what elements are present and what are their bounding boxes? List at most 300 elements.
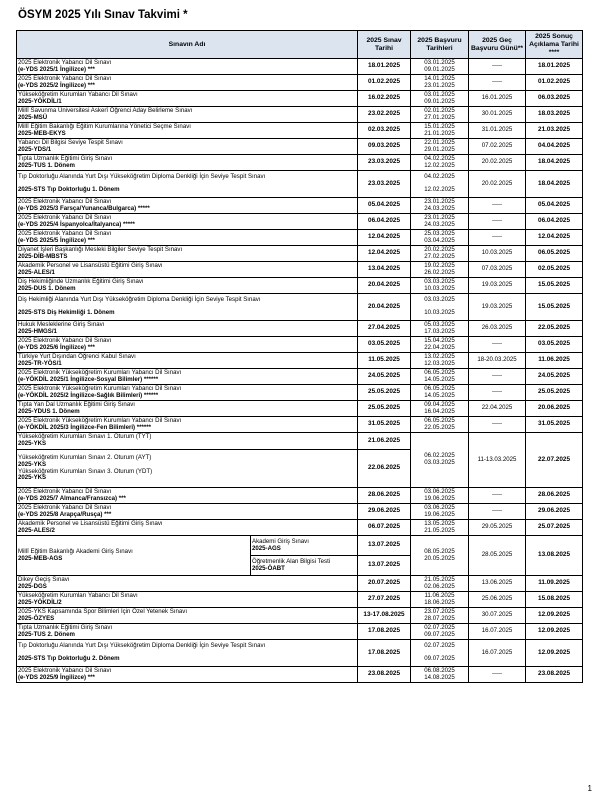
exam-code: 2025-ALES/1 xyxy=(18,268,55,276)
application-dates-cell xyxy=(411,139,469,155)
exam-name-cell xyxy=(17,230,358,246)
exam-code: (e-YDS 2025/5 İngilizce) *** xyxy=(18,236,95,244)
table-row xyxy=(17,369,583,385)
exam-date-cell: 13.04.2025 xyxy=(358,262,411,278)
application-dates-cell xyxy=(411,520,469,536)
exam-full-name: Millî Savunma Üniversitesi Askerî Öğrenci Aday Belirleme Sınavı xyxy=(18,106,193,114)
exam-date-cell: 12.04.2025 xyxy=(358,230,411,246)
exam-full-name: Millî Eğitim Bakanlığı Eğitim Kurumlarına Yönetici Seçme Sınavı xyxy=(18,122,191,130)
exam-code: 2025-YÖKDİL/1 xyxy=(18,97,62,105)
table-row xyxy=(17,488,583,504)
application-start-date: 03.01.2025 xyxy=(424,90,455,98)
exam-code: 2025-STS Diş Hekimliği 1. Dönem xyxy=(18,309,115,316)
exam-name-cell xyxy=(17,520,358,536)
table-row xyxy=(17,520,583,536)
late-application-cell: 11-13.03.2025 xyxy=(469,433,526,488)
table-row xyxy=(17,262,583,278)
exam-full-name: 2025 Elektronik Yabancı Dil Sınavı xyxy=(18,666,112,674)
exam-date-cell: 27.07.2025 xyxy=(358,592,411,608)
table-row xyxy=(17,139,583,155)
exam-code: (e-YDS 2025/9 İngilizce) *** xyxy=(18,673,95,681)
exam-full-name: 2025 Elektronik Yükseköğretim Kurumları Yabancı Dil Sınavı xyxy=(18,384,182,392)
application-dates-cell xyxy=(411,353,469,369)
exam-full-name: 2025 Elektronik Yabancı Dil Sınavı xyxy=(18,487,112,495)
table-row xyxy=(17,640,583,667)
table-row xyxy=(17,353,583,369)
exam-code: (e-YDS 2025/2 İngilizce) *** xyxy=(18,81,95,89)
application-dates-cell xyxy=(411,536,469,576)
table-row xyxy=(17,337,583,353)
exam-full-name: 2025 Elektronik Yabancı Dil Sınavı xyxy=(18,213,112,221)
application-start-date: 03.01.2025 xyxy=(424,58,455,66)
application-end-date: 12.02.2025 xyxy=(424,186,455,193)
result-date-cell: 15.05.2025 xyxy=(526,294,583,321)
late-application-cell: 13.06.2025 xyxy=(469,576,526,592)
exam-full-name: Yükseköğretim Kurumları Sınavı 1. Oturum (TYT) xyxy=(18,433,152,441)
exam-code: 2025-DUS 1. Dönem xyxy=(18,284,76,292)
exam-date-cell: 28.06.2025 xyxy=(358,488,411,504)
session-name: Akademi Giriş Sınavı xyxy=(252,537,309,545)
application-dates-cell xyxy=(411,278,469,294)
exam-code: 2025-MSÜ xyxy=(18,113,48,121)
late-application-cell: ----- xyxy=(469,59,526,75)
exam-date-cell: 02.03.2025 xyxy=(358,123,411,139)
result-date-cell: 21.03.2025 xyxy=(526,123,583,139)
application-start-date: 14.01.2025 xyxy=(424,74,455,82)
exam-full-name: Yükseköğretim Kurumları Yabancı Dil Sınavı xyxy=(18,591,138,599)
application-start-date: 06.02.2025 xyxy=(424,452,455,460)
table-row xyxy=(17,91,583,107)
application-start-date: 06.08.2025 xyxy=(424,666,455,674)
late-application-cell: ----- xyxy=(469,504,526,520)
application-end-date: 14.05.2025 xyxy=(424,375,455,383)
exam-code: 2025-YDS/1 xyxy=(18,145,52,153)
table-row xyxy=(17,59,583,75)
exam-full-name: Yükseköğretim Kurumları Sınavı 3. Oturum (YDT) xyxy=(18,467,153,475)
late-application-cell: ----- xyxy=(469,230,526,246)
exam-code: (e-YÖKDİL 2025/2 İngilizce-Sağlık Bilimleri) ****** xyxy=(18,391,159,399)
exam-name-cell xyxy=(17,640,358,667)
late-application-cell: 16.07.2025 xyxy=(469,624,526,640)
exam-full-name: 2025 Elektronik Yabancı Dil Sınavı xyxy=(18,197,112,205)
application-end-date: 16.04.2025 xyxy=(424,407,455,415)
application-dates-cell xyxy=(411,214,469,230)
exam-date-cell: 31.05.2025 xyxy=(358,417,411,433)
header-exam-name: Sınavın Adı xyxy=(17,31,358,59)
application-end-date: 10.03.2025 xyxy=(424,309,455,316)
exam-name-cell xyxy=(17,198,358,214)
table-row xyxy=(17,278,583,294)
late-application-cell: 28.05.2025 xyxy=(469,536,526,576)
table-row xyxy=(17,624,583,640)
exam-date-cell: 23.08.2025 xyxy=(358,667,411,683)
late-application-cell: ----- xyxy=(469,337,526,353)
session-code: 2025-ÖABT xyxy=(252,564,285,572)
application-dates-cell xyxy=(411,417,469,433)
application-dates-cell xyxy=(411,246,469,262)
application-dates-cell xyxy=(411,576,469,592)
late-application-cell: 18-20.03.2025 xyxy=(469,353,526,369)
application-dates-cell xyxy=(411,608,469,624)
application-end-date: 14.05.2025 xyxy=(424,391,455,399)
exam-code: (e-YDS 2025/7 Almanca/Fransızca) *** xyxy=(18,494,126,502)
header-application-dates: 2025 Başvuru Tarihleri xyxy=(411,31,469,59)
application-end-date: 27.01.2025 xyxy=(424,113,455,121)
application-start-date: 03.06.2025 xyxy=(424,503,455,511)
exam-full-name: Tıpta Uzmanlık Eğitimi Giriş Sınavı xyxy=(18,154,113,162)
exam-date-cell: 25.05.2025 xyxy=(358,385,411,401)
late-application-cell: 16.07.2025 xyxy=(469,640,526,667)
table-row xyxy=(17,198,583,214)
table-row xyxy=(17,433,583,450)
late-application-cell: ----- xyxy=(469,488,526,504)
exam-name-cell xyxy=(17,75,358,91)
result-date-cell: 29.06.2025 xyxy=(526,504,583,520)
exam-name-cell xyxy=(17,155,358,171)
exam-code: 2025-MEB-AGS xyxy=(18,554,63,562)
exam-full-name: 2025 Elektronik Yükseköğretim Kurumları Yabancı Dil Sınavı xyxy=(18,368,182,376)
exam-date-cell: 21.06.2025 xyxy=(358,433,411,450)
application-end-date: 12.02.2025 xyxy=(424,161,455,169)
application-start-date: 19.02.2025 xyxy=(424,261,455,269)
application-start-date: 02.07.2025 xyxy=(424,623,455,631)
exam-date-cell: 22.06.2025 xyxy=(358,450,411,488)
exam-name-cell xyxy=(17,369,358,385)
result-date-cell: 22.05.2025 xyxy=(526,321,583,337)
application-end-date: 03.03.2025 xyxy=(424,459,455,466)
exam-date-cell: 17.08.2025 xyxy=(358,640,411,667)
exam-name-cell xyxy=(17,576,358,592)
late-application-cell: 20.02.2025 xyxy=(469,155,526,171)
exam-name-cell xyxy=(17,139,358,155)
application-dates-cell xyxy=(411,401,469,417)
result-date-cell: 11.09.2025 xyxy=(526,576,583,592)
application-end-date: 20.05.2025 xyxy=(424,554,455,562)
application-dates-cell xyxy=(411,59,469,75)
exam-full-name: Türkiye Yurt Dışından Öğrenci Kabul Sınavı xyxy=(18,352,136,360)
table-row xyxy=(17,75,583,91)
exam-date-cell: 20.04.2025 xyxy=(358,294,411,321)
session-code: 2025-AGS xyxy=(252,544,281,552)
late-application-cell: ----- xyxy=(469,667,526,683)
application-start-date: 25.03.2025 xyxy=(424,229,455,237)
result-date-cell: 25.07.2025 xyxy=(526,520,583,536)
result-date-cell: 01.02.2025 xyxy=(526,75,583,91)
exam-date-cell: 23.02.2025 xyxy=(358,107,411,123)
late-application-cell: 07.03.2025 xyxy=(469,262,526,278)
exam-code: 2025-ÖZYES xyxy=(18,614,55,622)
application-start-date: 21.05.2025 xyxy=(424,575,455,583)
exam-date-cell: 24.05.2025 xyxy=(358,369,411,385)
application-dates-cell xyxy=(411,592,469,608)
exam-full-name: Tıpta Yan Dal Uzmanlık Eğitimi Giriş Sınavı xyxy=(18,400,135,408)
application-dates-cell xyxy=(411,230,469,246)
result-date-cell: 18.01.2025 xyxy=(526,59,583,75)
application-end-date: 09.07.2025 xyxy=(424,655,455,662)
application-end-date: 22.05.2025 xyxy=(424,423,455,431)
exam-date-cell: 18.01.2025 xyxy=(358,59,411,75)
application-end-date: 03.04.2025 xyxy=(424,236,455,244)
exam-name-cell xyxy=(17,536,251,576)
exam-date-cell: 20.04.2025 xyxy=(358,278,411,294)
exam-date-cell: 12.04.2025 xyxy=(358,246,411,262)
table-row xyxy=(17,294,583,321)
exam-code: 2025-YÖKDİL/2 xyxy=(18,598,62,606)
application-dates-cell xyxy=(411,107,469,123)
exam-name-cell xyxy=(17,278,358,294)
table-row xyxy=(17,321,583,337)
late-application-cell: 16.01.2025 xyxy=(469,91,526,107)
application-end-date: 10.03.2025 xyxy=(424,284,455,292)
exam-name-cell xyxy=(17,262,358,278)
result-date-cell: 15.08.2025 xyxy=(526,592,583,608)
exam-name-cell xyxy=(17,504,358,520)
application-end-date: 21.01.2025 xyxy=(424,129,455,137)
application-end-date: 19.06.2025 xyxy=(424,494,455,502)
application-dates-cell xyxy=(411,667,469,683)
application-dates-cell xyxy=(411,123,469,139)
application-dates-cell xyxy=(411,385,469,401)
exam-full-name: 2025 Elektronik Yükseköğretim Kurumları Yabancı Dil Sınavı xyxy=(18,416,182,424)
table-row xyxy=(17,608,583,624)
application-dates-cell xyxy=(411,433,469,488)
result-date-cell: 23.08.2025 xyxy=(526,667,583,683)
exam-name-cell xyxy=(17,59,358,75)
table-row xyxy=(17,155,583,171)
exam-date-cell: 06.07.2025 xyxy=(358,520,411,536)
exam-code: (e-YDS 2025/4 İspanyolca/İtalyanca) ***** xyxy=(18,220,135,228)
application-dates-cell xyxy=(411,91,469,107)
exam-name-cell xyxy=(17,401,358,417)
exam-session-cell xyxy=(251,556,358,576)
application-dates-cell xyxy=(411,198,469,214)
application-start-date: 03.06.2025 xyxy=(424,487,455,495)
application-start-date: 23.01.2025 xyxy=(424,213,455,221)
late-application-cell: 26.03.2025 xyxy=(469,321,526,337)
late-application-cell: 30.07.2025 xyxy=(469,608,526,624)
application-start-date: 11.06.2025 xyxy=(424,591,455,599)
result-date-cell: 25.05.2025 xyxy=(526,385,583,401)
exam-date-cell: 13.07.2025 xyxy=(358,556,411,576)
exam-full-name: Tıpta Uzmanlık Eğitimi Giriş Sınavı xyxy=(18,623,113,631)
application-end-date: 27.02.2025 xyxy=(424,252,455,260)
application-dates-cell xyxy=(411,640,469,667)
exam-name-cell xyxy=(17,433,358,450)
application-dates-cell xyxy=(411,262,469,278)
late-application-cell: ----- xyxy=(469,75,526,91)
result-date-cell: 12.09.2025 xyxy=(526,624,583,640)
result-date-cell: 12.09.2025 xyxy=(526,608,583,624)
application-start-date: 04.02.2025 xyxy=(424,154,455,162)
result-date-cell: 20.06.2025 xyxy=(526,401,583,417)
exam-code: 2025-YKS xyxy=(18,460,47,468)
exam-full-name: Millî Eğitim Bakanlığı Akademi Giriş Sınavı xyxy=(18,547,133,555)
result-date-cell: 05.04.2025 xyxy=(526,198,583,214)
late-application-cell: ----- xyxy=(469,385,526,401)
application-dates-cell xyxy=(411,337,469,353)
result-date-cell: 18.04.2025 xyxy=(526,155,583,171)
exam-name-cell xyxy=(17,91,358,107)
application-end-date: 24.03.2025 xyxy=(424,204,455,212)
exam-name-cell xyxy=(17,417,358,433)
result-date-cell: 06.03.2025 xyxy=(526,91,583,107)
late-application-cell: 20.02.2025 xyxy=(469,171,526,198)
result-date-cell: 02.05.2025 xyxy=(526,262,583,278)
table-row xyxy=(17,171,583,198)
application-end-date: 14.08.2025 xyxy=(424,673,455,681)
application-start-date: 15.04.2025 xyxy=(424,336,455,344)
exam-code: 2025-HMGS/1 xyxy=(18,327,57,335)
exam-date-cell: 23.03.2025 xyxy=(358,171,411,198)
exam-date-cell: 05.04.2025 xyxy=(358,198,411,214)
table-row xyxy=(17,123,583,139)
exam-date-cell: 27.04.2025 xyxy=(358,321,411,337)
table-row xyxy=(17,417,583,433)
exam-full-name: Akademik Personel ve Lisansüstü Eğitimi Giriş Sınavı xyxy=(18,519,163,527)
application-start-date: 13.05.2025 xyxy=(424,519,455,527)
exam-name-cell xyxy=(17,592,358,608)
application-end-date: 21.05.2025 xyxy=(424,526,455,534)
exam-date-cell: 09.03.2025 xyxy=(358,139,411,155)
table-row xyxy=(17,246,583,262)
application-start-date: 23.01.2025 xyxy=(424,197,455,205)
exam-name-cell xyxy=(17,246,358,262)
exam-full-name: 2025 Elektronik Yabancı Dil Sınavı xyxy=(18,58,112,66)
exam-full-name: 2025 Elektronik Yabancı Dil Sınavı xyxy=(18,336,112,344)
result-date-cell: 18.04.2025 xyxy=(526,171,583,198)
application-start-date: 09.04.2025 xyxy=(424,400,455,408)
exam-name-cell xyxy=(17,107,358,123)
table-row xyxy=(17,504,583,520)
application-start-date: 23.07.2025 xyxy=(424,607,455,615)
exam-name-cell xyxy=(17,624,358,640)
exam-date-cell: 01.02.2025 xyxy=(358,75,411,91)
exam-name-cell xyxy=(17,171,358,198)
exam-full-name: 2025 Elektronik Yabancı Dil Sınavı xyxy=(18,74,112,82)
application-end-date: 28.07.2025 xyxy=(424,614,455,622)
exam-name-cell xyxy=(17,321,358,337)
exam-name-cell xyxy=(17,123,358,139)
page-title: ÖSYM 2025 Yılı Sınav Takvimi * xyxy=(18,9,188,21)
application-end-date: 22.04.2025 xyxy=(424,343,455,351)
application-end-date: 23.01.2025 xyxy=(424,81,455,89)
exam-calendar-table xyxy=(16,30,583,683)
application-start-date: 06.05.2025 xyxy=(424,416,455,424)
late-application-cell: 07.02.2025 xyxy=(469,139,526,155)
exam-name-cell xyxy=(17,608,358,624)
exam-session-cell xyxy=(251,536,358,556)
table-row xyxy=(17,576,583,592)
result-date-cell: 15.05.2025 xyxy=(526,278,583,294)
session-name: Öğretmenlik Alan Bilgisi Testi xyxy=(252,557,331,565)
application-end-date: 19.06.2025 xyxy=(424,510,455,518)
late-application-cell: ----- xyxy=(469,214,526,230)
exam-full-name: 2025-YKS Kapsamında Spor Bilimleri İçin Özel Yetenek Sınavı xyxy=(18,607,188,615)
exam-code: 2025-TUS 2. Dönem xyxy=(18,630,75,638)
exam-date-cell: 03.05.2025 xyxy=(358,337,411,353)
exam-code: 2025-STS Tıp Doktorluğu 2. Dönem xyxy=(18,655,120,662)
result-date-cell: 12.09.2025 xyxy=(526,640,583,667)
late-application-cell: 25.06.2025 xyxy=(469,592,526,608)
exam-code: (e-YDS 2025/8 Arapça/Rusça) *** xyxy=(18,510,112,518)
header-result-date: 2025 Sonuç Açıklama Tarihi **** xyxy=(526,31,583,59)
application-dates-cell xyxy=(411,171,469,198)
application-end-date: 12.03.2025 xyxy=(424,359,455,367)
exam-code: (e-YÖKDİL 2025/3 İngilizce-Fen Bilimleri) ****** xyxy=(18,423,151,431)
application-start-date: 20.02.2025 xyxy=(424,245,455,253)
application-end-date: 18.06.2025 xyxy=(424,598,455,606)
table-row xyxy=(17,107,583,123)
exam-date-cell: 20.07.2025 xyxy=(358,576,411,592)
exam-full-name: Yabancı Dil Bilgisi Seviye Tespit Sınavı xyxy=(18,138,123,146)
table-row xyxy=(17,385,583,401)
application-dates-cell xyxy=(411,321,469,337)
exam-date-cell: 06.04.2025 xyxy=(358,214,411,230)
application-end-date: 24.03.2025 xyxy=(424,220,455,228)
application-start-date: 03.03.2025 xyxy=(424,296,455,304)
exam-date-cell: 16.02.2025 xyxy=(358,91,411,107)
application-start-date: 04.02.2025 xyxy=(424,173,455,181)
exam-name-cell xyxy=(17,337,358,353)
exam-name-cell xyxy=(17,294,358,321)
late-application-cell: 10.03.2025 xyxy=(469,246,526,262)
exam-date-cell: 17.08.2025 xyxy=(358,624,411,640)
late-application-cell: ----- xyxy=(469,417,526,433)
exam-name-cell xyxy=(17,450,358,488)
table-row xyxy=(17,667,583,683)
table-row xyxy=(17,214,583,230)
exam-code: 2025-YKS xyxy=(18,474,47,482)
application-start-date: 08.05.2025 xyxy=(424,547,455,555)
exam-name-cell xyxy=(17,353,358,369)
exam-code: 2025-YKS xyxy=(18,440,47,447)
late-application-cell: 30.01.2025 xyxy=(469,107,526,123)
application-dates-cell xyxy=(411,294,469,321)
table-row xyxy=(17,230,583,246)
exam-name-cell xyxy=(17,488,358,504)
application-end-date: 09.01.2025 xyxy=(424,65,455,73)
exam-code: 2025-TUS 1. Dönem xyxy=(18,161,75,169)
application-start-date: 22.01.2025 xyxy=(424,138,455,146)
application-start-date: 06.05.2025 xyxy=(424,384,455,392)
result-date-cell: 22.07.2025 xyxy=(526,433,583,488)
exam-full-name: Diş Hekimliği Alanında Yurt Dışı Yükseköğretim Diploma Denkliği İçin Seviye Tespit Sınavı xyxy=(18,296,261,304)
late-application-cell: 29.05.2025 xyxy=(469,520,526,536)
exam-full-name: Diyanet İşleri Başkanlığı Mesleki Bilgiler Seviye Tespit Sınavı xyxy=(18,245,183,253)
exam-full-name: Tıp Doktorluğu Alanında Yurt Dışı Yükseköğretim Diploma Denkliği İçin Seviye Tespit Sınavı xyxy=(18,642,266,650)
result-date-cell: 12.04.2025 xyxy=(526,230,583,246)
application-end-date: 09.01.2025 xyxy=(424,97,455,105)
application-start-date: 03.03.2025 xyxy=(424,277,455,285)
table-row xyxy=(17,536,583,556)
exam-code: 2025-ALES/2 xyxy=(18,526,55,534)
exam-code: 2025-DİB-MBSTS xyxy=(18,252,68,260)
result-date-cell: 13.08.2025 xyxy=(526,536,583,576)
application-dates-cell xyxy=(411,369,469,385)
table-row xyxy=(17,401,583,417)
application-start-date: 15.01.2025 xyxy=(424,122,455,130)
application-start-date: 13.02.2025 xyxy=(424,352,455,360)
page-number: 1 xyxy=(587,784,592,793)
application-dates-cell xyxy=(411,624,469,640)
exam-code: (e-YDS 2025/1 İngilizce) *** xyxy=(18,65,95,73)
result-date-cell: 31.05.2025 xyxy=(526,417,583,433)
application-end-date: 09.07.2025 xyxy=(424,630,455,638)
application-start-date: 05.03.2025 xyxy=(424,320,455,328)
exam-name-cell xyxy=(17,667,358,683)
exam-code: 2025-STS Tıp Doktorluğu 1. Dönem xyxy=(18,186,120,193)
exam-code: 2025-YDUS 1. Dönem xyxy=(18,407,80,415)
